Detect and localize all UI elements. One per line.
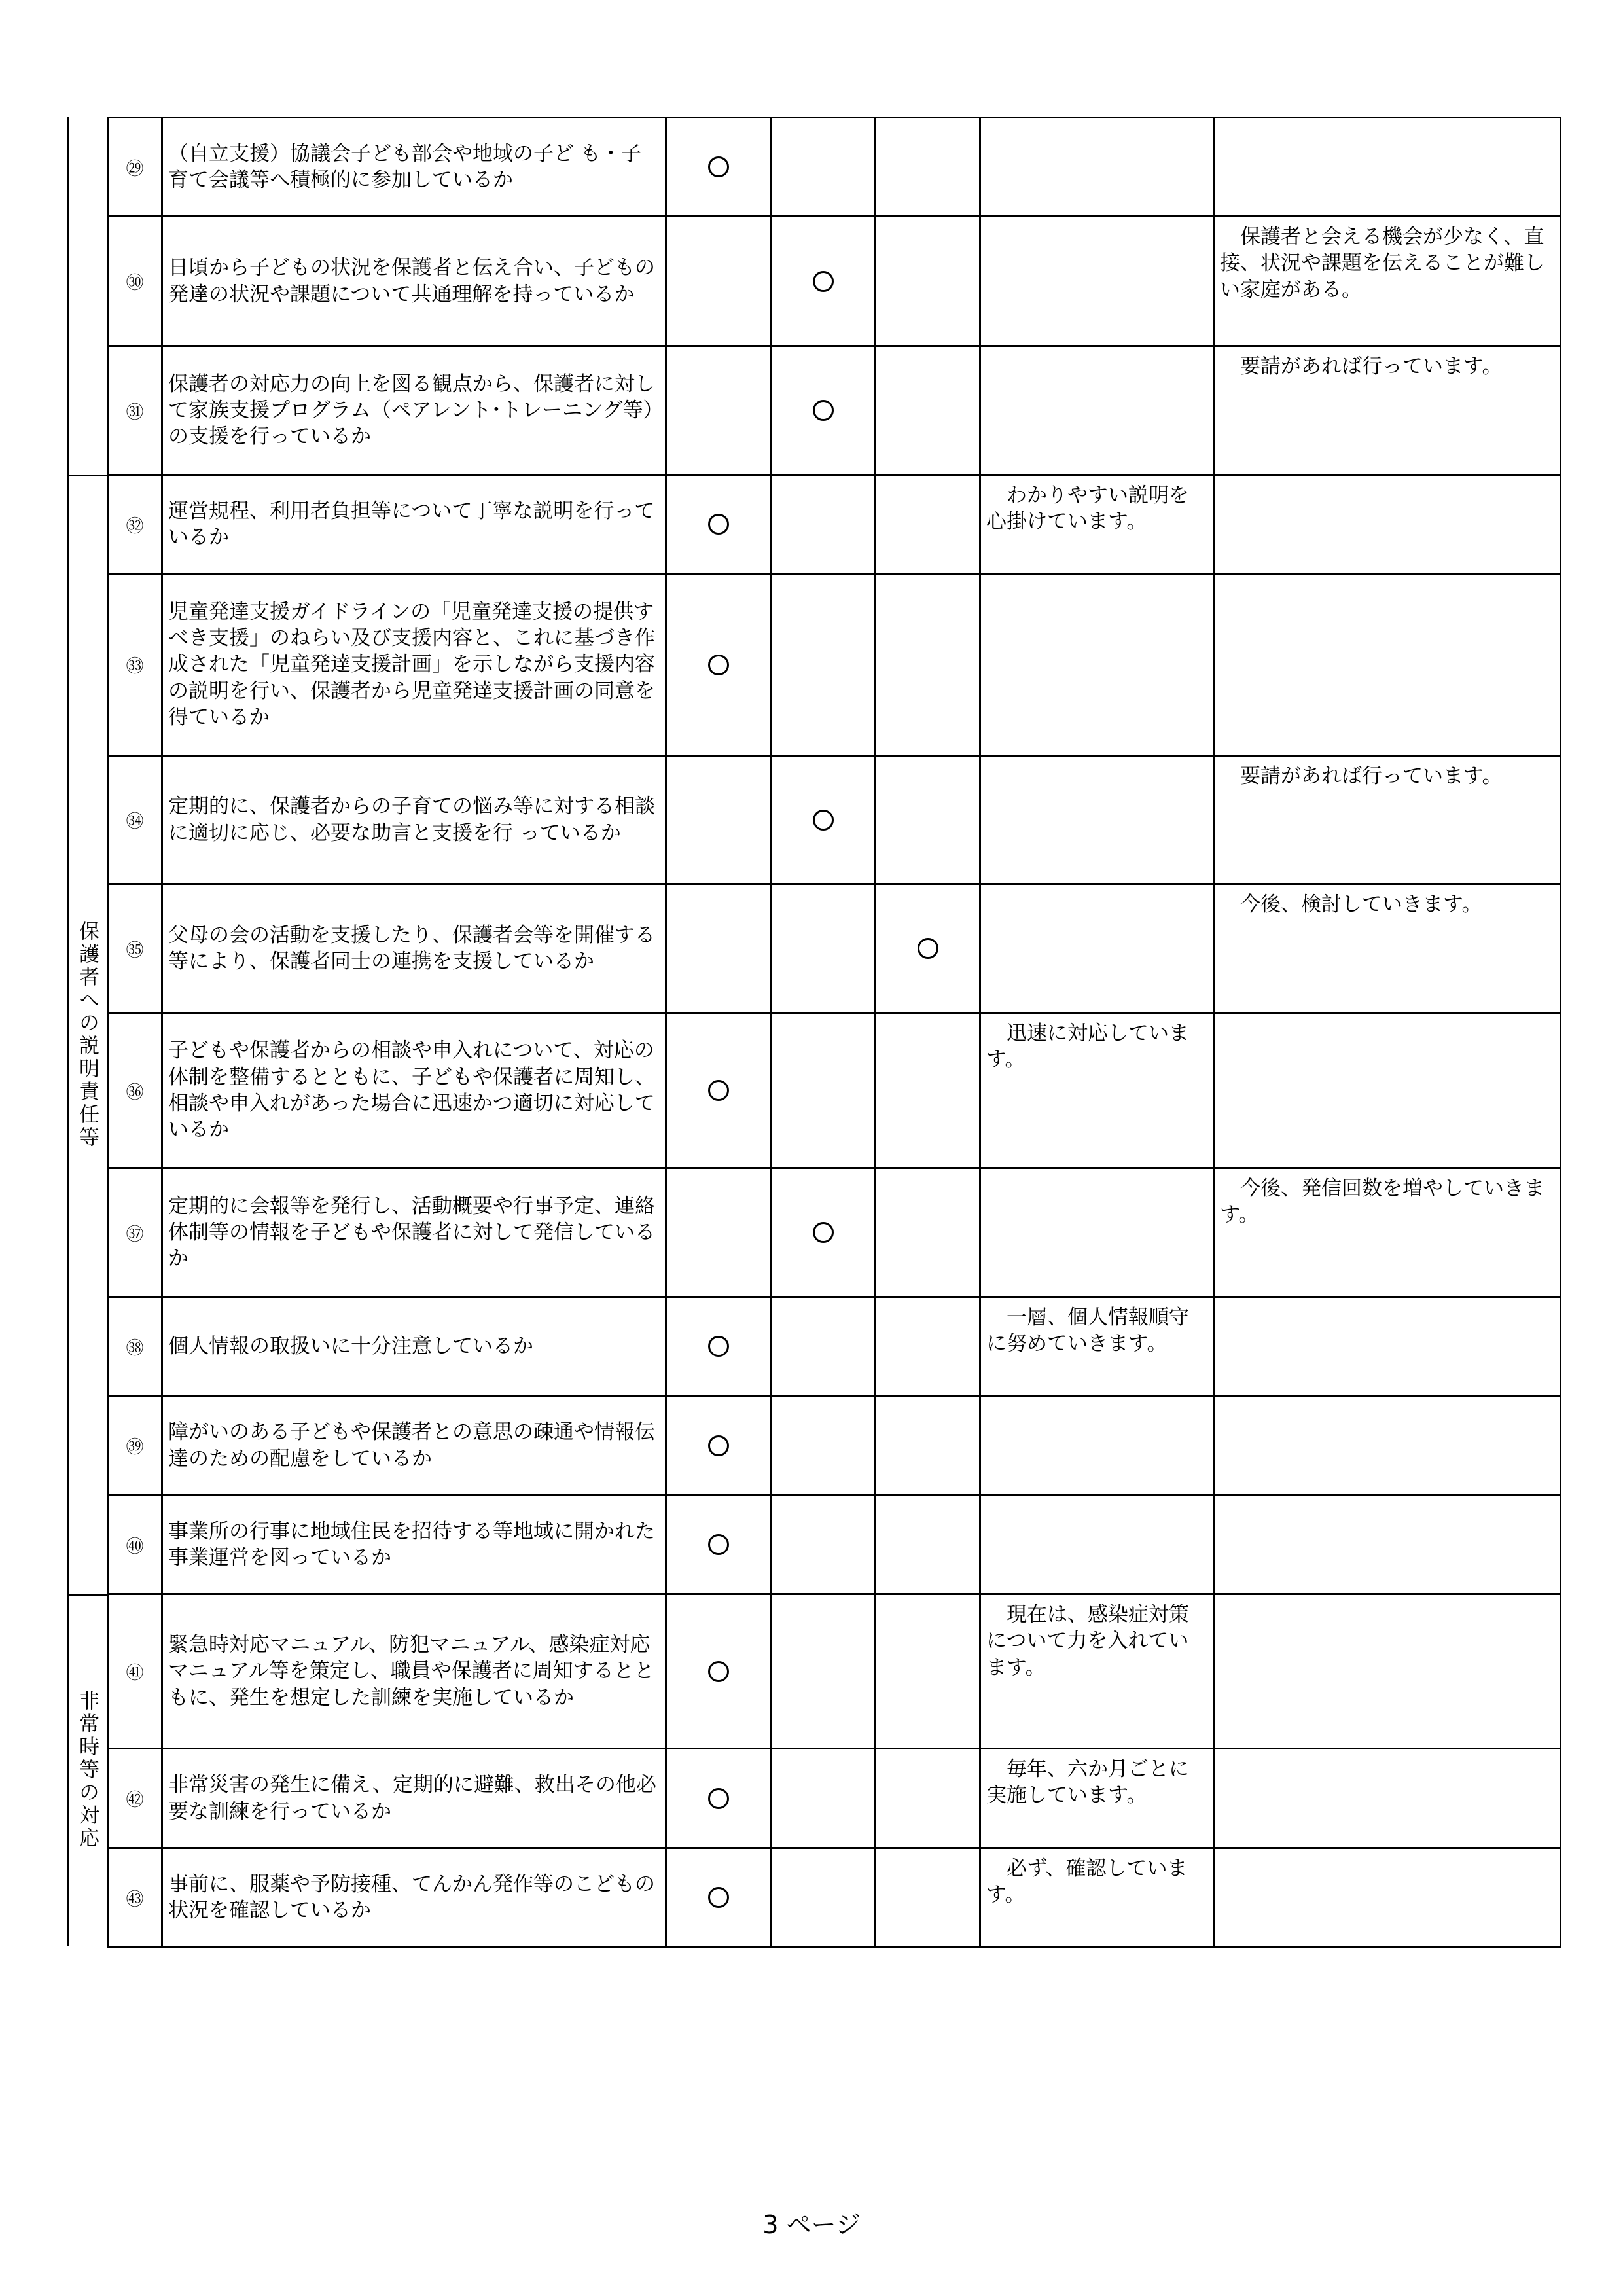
- improvement-note: [980, 574, 1214, 756]
- table-row: [108, 346, 1561, 475]
- item-question: 障がいのある子どもや保護者との意思の疎通や情報伝達のための配慮をしているか: [162, 1396, 666, 1496]
- item-question: 児童発達支援ガイドラインの「児童発達支援の提供すべき支援」のねらい及び支援内容と、これに基づき作成された「児童発達支援計画」を示しながら支援内容の説明を行い、保護者から児童発達支援計画の同意を得ているか: [162, 574, 666, 756]
- table-row: [108, 1013, 1561, 1168]
- comment-note: [1214, 1749, 1561, 1848]
- item-number: ㊳: [108, 1297, 162, 1396]
- answer-cell-1: [666, 574, 771, 756]
- answer-cell-3: [876, 475, 980, 574]
- item-number: ㉜: [108, 475, 162, 574]
- answer-cell-2: [771, 217, 876, 346]
- circle-mark-icon: [813, 271, 834, 292]
- answer-cell-2: [771, 1297, 876, 1396]
- item-question: 非常災害の発生に備え、定期的に避難、救出その他必要な訓練を行っているか: [162, 1749, 666, 1848]
- table-row: [108, 1848, 1561, 1947]
- circle-mark-icon: [813, 400, 834, 421]
- comment-note: 保護者と会える機会が少なく、直接、状況や課題を伝えることが難しい家庭がある。: [1214, 217, 1561, 346]
- answer-cell-2: [771, 1396, 876, 1496]
- answer-cell-2: [771, 475, 876, 574]
- item-number: ㉛: [108, 346, 162, 475]
- answer-cell-3: [876, 1396, 980, 1496]
- improvement-note: 毎年、六か月ごとに実施しています。: [980, 1749, 1214, 1848]
- circle-mark-icon: [708, 655, 729, 675]
- table-row: [108, 574, 1561, 756]
- answer-cell-1: [666, 1297, 771, 1396]
- item-number: ㊸: [108, 1848, 162, 1947]
- answer-cell-1: [666, 346, 771, 475]
- answer-cell-3: [876, 1168, 980, 1297]
- circle-mark-icon: [708, 1788, 729, 1809]
- table-row: [108, 1168, 1561, 1297]
- answer-cell-3: [876, 1848, 980, 1947]
- item-question: （自立支援）協議会子ども部会や地域の子ど も・子育て会議等へ積極的に参加しているか: [162, 118, 666, 217]
- improvement-note: [980, 1168, 1214, 1297]
- table-row: [108, 756, 1561, 884]
- improvement-note: [980, 1396, 1214, 1496]
- answer-cell-1: [666, 1594, 771, 1749]
- circle-mark-icon: [708, 156, 729, 177]
- table-row: [108, 1297, 1561, 1396]
- item-question: 運営規程、利用者負担等について丁寧な説明を行っているか: [162, 475, 666, 574]
- circle-mark-icon: [708, 1435, 729, 1456]
- table-row: [108, 1396, 1561, 1496]
- circle-mark-icon: [708, 1534, 729, 1555]
- table-row: [108, 884, 1561, 1013]
- comment-note: [1214, 475, 1561, 574]
- answer-cell-2: [771, 346, 876, 475]
- improvement-note: [980, 884, 1214, 1013]
- answer-cell-3: [876, 884, 980, 1013]
- comment-note: 今後、検討していきます。: [1214, 884, 1561, 1013]
- improvement-note: わかりやすい説明を心掛けています。: [980, 475, 1214, 574]
- answer-cell-1: [666, 1396, 771, 1496]
- section-label-parent-accountability: 保護者への説明責任等: [75, 920, 99, 1149]
- answer-cell-1: [666, 884, 771, 1013]
- improvement-note: [980, 346, 1214, 475]
- circle-mark-icon: [708, 514, 729, 535]
- table-row: [108, 475, 1561, 574]
- improvement-note: [980, 118, 1214, 217]
- answer-cell-3: [876, 1496, 980, 1594]
- comment-note: [1214, 1396, 1561, 1496]
- item-number: ㉚: [108, 217, 162, 346]
- comment-note: [1214, 1594, 1561, 1749]
- improvement-note: [980, 756, 1214, 884]
- outer-left-border: [67, 117, 69, 1946]
- item-question: 事前に、服薬や予防接種、てんかん発作等のこどもの状況を確認しているか: [162, 1848, 666, 1947]
- item-number: ㉙: [108, 118, 162, 217]
- item-number: ㊱: [108, 1013, 162, 1168]
- section-label-emergency-response: 非常時等の対応: [75, 1690, 99, 1850]
- comment-note: 要請があれば行っています。: [1214, 756, 1561, 884]
- table-row: [108, 1594, 1561, 1749]
- answer-cell-2: [771, 884, 876, 1013]
- table-row: [108, 1749, 1561, 1848]
- answer-cell-2: [771, 1749, 876, 1848]
- circle-mark-icon: [708, 1661, 729, 1682]
- answer-cell-2: [771, 1594, 876, 1749]
- answer-cell-1: [666, 1496, 771, 1594]
- comment-note: [1214, 118, 1561, 217]
- answer-cell-2: [771, 1848, 876, 1947]
- evaluation-sheet: [67, 117, 1560, 1946]
- comment-note: [1214, 1297, 1561, 1396]
- item-question: 日頃から子どもの状況を保護者と伝え合い、子どもの発達の状況や課題について共通理解を持っているか: [162, 217, 666, 346]
- comment-note: [1214, 1848, 1561, 1947]
- answer-cell-1: [666, 1749, 771, 1848]
- item-number: ㊵: [108, 1496, 162, 1594]
- answer-cell-3: [876, 1297, 980, 1396]
- item-number: ㉟: [108, 884, 162, 1013]
- comment-note: [1214, 1013, 1561, 1168]
- answer-cell-2: [771, 1496, 876, 1594]
- answer-cell-3: [876, 118, 980, 217]
- circle-mark-icon: [708, 1080, 729, 1101]
- item-number: ㊴: [108, 1396, 162, 1496]
- answer-cell-3: [876, 217, 980, 346]
- answer-cell-3: [876, 574, 980, 756]
- item-number: ㊲: [108, 1168, 162, 1297]
- answer-cell-1: [666, 756, 771, 884]
- answer-cell-1: [666, 1848, 771, 1947]
- improvement-note: 必ず、確認しています。: [980, 1848, 1214, 1947]
- table-row: [108, 1496, 1561, 1594]
- item-number: ㊷: [108, 1749, 162, 1848]
- item-question: 事業所の行事に地域住民を招待する等地域に開かれた事業運営を図っているか: [162, 1496, 666, 1594]
- circle-mark-icon: [918, 938, 938, 959]
- answer-cell-3: [876, 756, 980, 884]
- answer-cell-3: [876, 346, 980, 475]
- answer-cell-1: [666, 118, 771, 217]
- improvement-note: 一層、個人情報順守に努めていきます。: [980, 1297, 1214, 1396]
- item-number: ㉞: [108, 756, 162, 884]
- answer-cell-2: [771, 1013, 876, 1168]
- item-question: 定期的に会報等を発行し、活動概要や行事予定、連絡体制等の情報を子どもや保護者に対して発信しているか: [162, 1168, 666, 1297]
- answer-cell-1: [666, 475, 771, 574]
- improvement-note: 迅速に対応しています。: [980, 1013, 1214, 1168]
- evaluation-table: [107, 117, 1561, 1948]
- comment-note: 今後、発信回数を増やしていきます。: [1214, 1168, 1561, 1297]
- answer-cell-1: [666, 217, 771, 346]
- improvement-note: [980, 217, 1214, 346]
- circle-mark-icon: [813, 1222, 834, 1243]
- comment-note: 要請があれば行っています。: [1214, 346, 1561, 475]
- page-number: 3 ページ: [762, 2210, 861, 2239]
- item-number: ㊶: [108, 1594, 162, 1749]
- section-label-previous: [71, 117, 103, 475]
- answer-cell-1: [666, 1013, 771, 1168]
- item-question: 定期的に、保護者からの子育ての悩み等に対する相談に適切に応じ、必要な助言と支援を行 っているか: [162, 756, 666, 884]
- answer-cell-2: [771, 1168, 876, 1297]
- answer-cell-2: [771, 574, 876, 756]
- comment-note: [1214, 1496, 1561, 1594]
- table-row: [108, 118, 1561, 217]
- answer-cell-3: [876, 1013, 980, 1168]
- answer-cell-3: [876, 1594, 980, 1749]
- item-question: 個人情報の取扱いに十分注意しているか: [162, 1297, 666, 1396]
- comment-note: [1214, 574, 1561, 756]
- answer-cell-2: [771, 118, 876, 217]
- circle-mark-icon: [708, 1887, 729, 1908]
- item-question: 保護者の対応力の向上を図る観点から、保護者に対して家族支援プログラム（ペアレント･トレーニング等）の支援を行っているか: [162, 346, 666, 475]
- item-question: 子どもや保護者からの相談や申入れについて、対応の体制を整備するとともに、子どもや保護者に周知し、相談や申入れがあった場合に迅速かつ適切に対応しているか: [162, 1013, 666, 1168]
- item-number: ㉝: [108, 574, 162, 756]
- improvement-note: [980, 1496, 1214, 1594]
- answer-cell-2: [771, 756, 876, 884]
- circle-mark-icon: [813, 810, 834, 831]
- answer-cell-3: [876, 1749, 980, 1848]
- item-question: 父母の会の活動を支援したり、保護者会等を開催する等により、保護者同士の連携を支援しているか: [162, 884, 666, 1013]
- improvement-note: 現在は、感染症対策について力を入れています。: [980, 1594, 1214, 1749]
- circle-mark-icon: [708, 1336, 729, 1357]
- item-question: 緊急時対応マニュアル、防犯マニュアル、感染症対応マニュアル等を策定し、職員や保護者に周知するとともに、発生を想定した訓練を実施しているか: [162, 1594, 666, 1749]
- answer-cell-1: [666, 1168, 771, 1297]
- table-row: [108, 217, 1561, 346]
